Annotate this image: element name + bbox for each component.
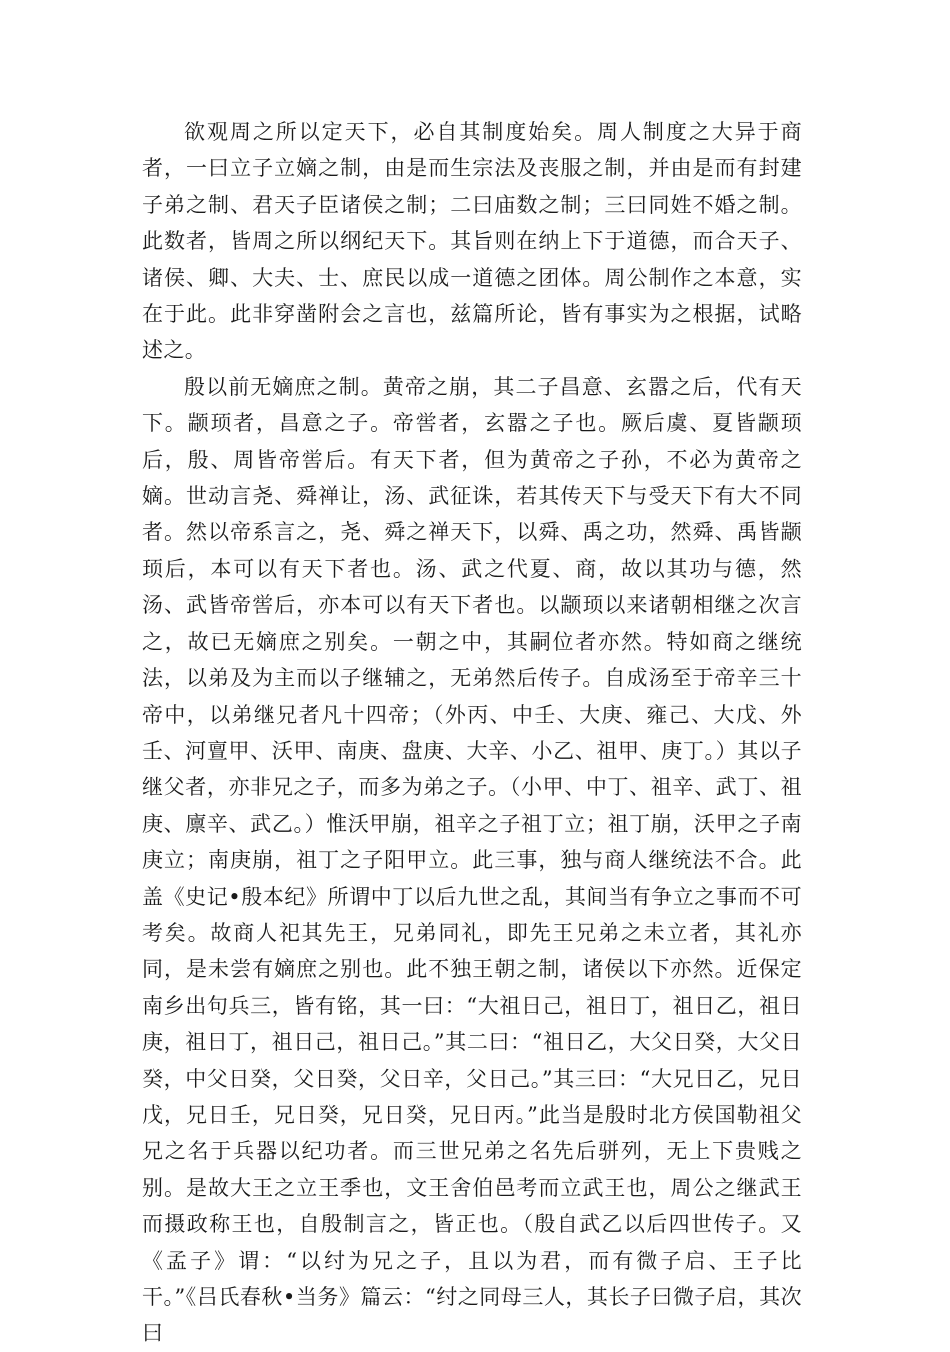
paragraph-1: 欲观周之所以定天下，必自其制度始矣。周人制度之大异于商者，一曰立子立嫡之制，由是而生宗法及丧服之制，并由是而有封建子弟之制、君天子臣诸侯之制；二曰庙数之制；三曰同姓不婚之制。此数者，皆周之所以纲纪天下。其旨则在纳上下于道德，而合天子、诸侯、卿、大夫、士、庶民以成一道德之团体。周公制作之本意，实在于此。此非穿凿附会之言也，兹篇所论，皆有事实为之根据，试略述之。	[142, 120, 802, 363]
paragraph-2: 殷以前无嫡庶之制。黄帝之崩，其二子昌意、玄嚣之后，代有天下。颛顼者，昌意之子。帝喾者，玄嚣之子也。厥后虞、夏皆颛顼后，殷、周皆帝喾后。有天下者，但为黄帝之子孙，不必为黄帝之嫡。世动言尧、舜禅让，汤、武征诛，若其传天下与受天下有大不同者。然以帝系言之，尧、舜之禅天下，以舜、禹之功，然舜、禹皆颛顼后，本可以有天下者也。汤、武之代夏、商，故以其功与德，然汤、武皆帝喾后，亦本可以有天下者也。以颛顼以来诸朝相继之次言之，故已无嫡庶之别矣。一朝之中，其嗣位者亦然。特如商之继统法，以弟及为主而以子继辅之，无弟然后传子。自成汤至于帝辛三十帝中，以弟继兄者凡十四帝；（外丙、中壬、大庚、雍己、大戊、外壬、河亶甲、沃甲、南庚、盘庚、大辛、小乙、祖甲、庚丁。）其以子继父者，亦非兄之子，而多为弟之子。（小甲、中丁、祖辛、武丁、祖庚、廪辛、武乙。）惟沃甲崩，祖辛之子祖丁立；祖丁崩，沃甲之子南庚立；南庚崩，祖丁之子阳甲立。此三事，独与商人继统法不合。此盖《史记•殷本纪》所谓中丁以后九世之乱，其间当有争立之事而不可考矣。故商人祀其先王，兄弟同礼，即先王兄弟之未立者，其礼亦同，是未尝有嫡庶之别也。此不独王朝之制，诸侯以下亦然。近保定南乡出句兵三，皆有铭，其一曰：“大祖日己，祖日丁，祖日乙，祖日庚，祖日丁，祖日己，祖日己。”其二曰：“祖日乙，大父日癸，大父日癸，中父日癸，父日癸，父日辛，父日己。”其三曰：“大兄日乙，兄日戊，兄日壬，兄日癸，兄日癸，兄日丙。”此当是殷时北方侯国勒祖父兄之名于兵器以纪功者。而三世兄弟之名先后骈列，无上下贵贱之别。是故大王之立王季也，文王舍伯邑考而立武王也，周公之继武王而摄政称王也，自殷制言之，皆正也。（殷自武乙以后四世传子。又《孟子》谓：“以纣为兄之子，且以为君，而有微子启、王子比干。”《吕氏春秋•当务》篇云：“纣之同母三人，其长子曰微子启，其次曰	[142, 374, 802, 1346]
body-text	[142, 114, 802, 1352]
